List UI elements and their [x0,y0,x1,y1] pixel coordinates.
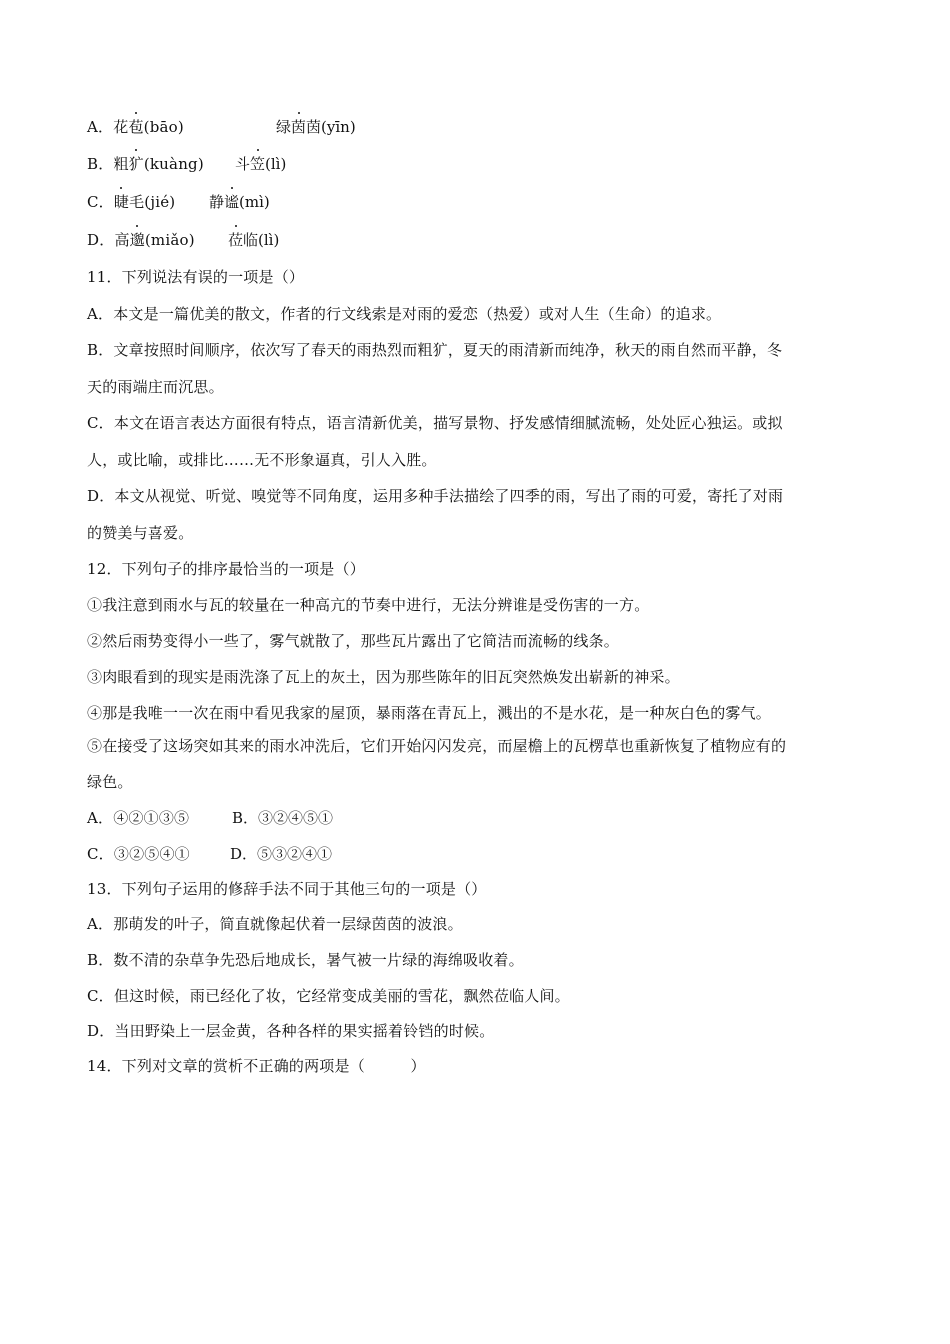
q10-option-c-word-2 [209,192,270,212]
q10-option-b [87,154,204,174]
option-label: D． [87,231,115,249]
q14-stem: 14．下列对文章的赏析不正确的两项是（ ） [87,1057,426,1075]
word-2-suffix: 茵 [306,118,322,136]
dotted-char: 茵 [291,118,307,136]
q11-option-d-line-1: D．本文从视觉、听觉、嗅觉等不同角度，运用多种手法描绘了四季的雨，写出了雨的可爱，寄托了对雨 [87,487,784,505]
pinyin-1: (jié) [144,193,176,211]
q11-option-b-line-2: 天的雨端庄而沉思。 [87,378,224,396]
q13-option-d: D．当田野染上一层金黄，各种各样的果实摇着铃铛的时候。 [87,1022,495,1040]
q10-option-d [87,230,195,250]
word-2-suffix: 临 [243,231,259,249]
q12-sentence-2: ②然后雨势变得小一些了，雾气就散了，那些瓦片露出了它简洁而流畅的线条。 [87,632,620,650]
q11-option-d-line-2: 的赞美与喜爱。 [87,524,194,542]
q12-sentence-5-line-1: ⑤在接受了这场突如其来的雨水冲洗后，它们开始闪闪发亮，而屋檐上的瓦楞草也重新恢复了植物应有的 [87,737,787,755]
option-label: C． [87,193,114,211]
q12-sentence-3: ③肉眼看到的现实是雨洗涤了瓦上的灰土，因为那些陈年的旧瓦突然焕发出崭新的神采。 [87,668,680,686]
q12-option-c: C．③②⑤④① [87,845,190,863]
q10-option-a-word-2 [276,117,356,137]
word-1-prefix: 高 [114,231,130,249]
q13-stem: 13．下列句子运用的修辞手法不同于其他三句的一项是（） [87,880,487,898]
pinyin-2: (yīn) [321,118,356,136]
q12-sentence-5-line-2: 绿色。 [87,773,133,791]
q11-option-a: A．本文是一篇优美的散文，作者的行文线索是对雨的爱恋（热爱）或对人生（生命）的追求。 [87,305,722,323]
pinyin-1: (bāo) [143,118,184,136]
pinyin-2: (lì) [258,231,280,249]
q10-option-d-word-2 [228,230,279,250]
q13-option-c: C．但这时候，雨已经化了妆，它经常变成美丽的雪花，飘然莅临人间。 [87,987,570,1005]
q13-option-a: A．那萌发的叶子，简直就像起伏着一层绿茵茵的波浪。 [87,915,463,933]
pinyin-1: (kuàng) [143,155,204,173]
dotted-char: 笠 [250,155,266,173]
word-1-suffix: 毛 [129,193,145,211]
word-2-prefix: 绿 [276,118,292,136]
q11-stem: 11．下列说法有误的一项是（） [87,268,305,286]
q12-option-d: D．⑤③②④① [230,845,333,863]
word-1-prefix: 花 [113,118,129,136]
option-label: A． [87,118,114,136]
q10-option-c [87,192,175,212]
pinyin-2: (mì) [239,193,270,211]
q12-option-a: A．④②①③⑤ [87,809,190,827]
q10-option-a [87,117,184,137]
q13-option-b: B．数不清的杂草争先恐后地成长，暑气被一片绿的海绵吸收着。 [87,951,524,969]
dotted-char: 莅 [228,231,244,249]
q10-option-b-word-2 [235,154,286,174]
word-1-prefix: 粗 [113,155,129,173]
word-2-prefix: 斗 [235,155,251,173]
pinyin-1: (miǎo) [144,231,195,249]
pinyin-2: (lì) [265,155,287,173]
dotted-char: 睫 [113,193,130,211]
word-2-prefix: 静 [209,193,225,211]
q12-sentence-4: ④那是我唯一一次在雨中看见我家的屋顶，暴雨落在青瓦上，溅出的不是水花，是一种灰白色的雾气。 [87,704,772,722]
q11-option-b-line-1: B．文章按照时间顺序，依次写了春天的雨热烈而粗犷，夏天的雨清新而纯净，秋天的雨自然而平静，冬 [87,341,783,359]
q12-stem: 12．下列句子的排序最恰当的一项是（） [87,560,365,578]
q12-sentence-1: ①我注意到雨水与瓦的较量在一种高亢的节奏中进行，无法分辨谁是受伤害的一方。 [87,596,650,614]
option-label: B． [87,155,114,173]
q12-option-b: B．③②④⑤① [232,809,334,827]
dotted-char: 苞 [128,118,144,136]
dotted-char: 邈 [129,231,145,249]
q11-option-c-line-1: C．本文在语言表达方面很有特点，语言清新优美，描写景物、抒发感情细腻流畅，处处匠心独运。或拟 [87,414,783,432]
dotted-char: 谧 [224,193,240,211]
q11-option-c-line-2: 人，或比喻，或排比……无不形象逼真，引人入胜。 [87,451,437,469]
dotted-char: 犷 [128,155,144,173]
